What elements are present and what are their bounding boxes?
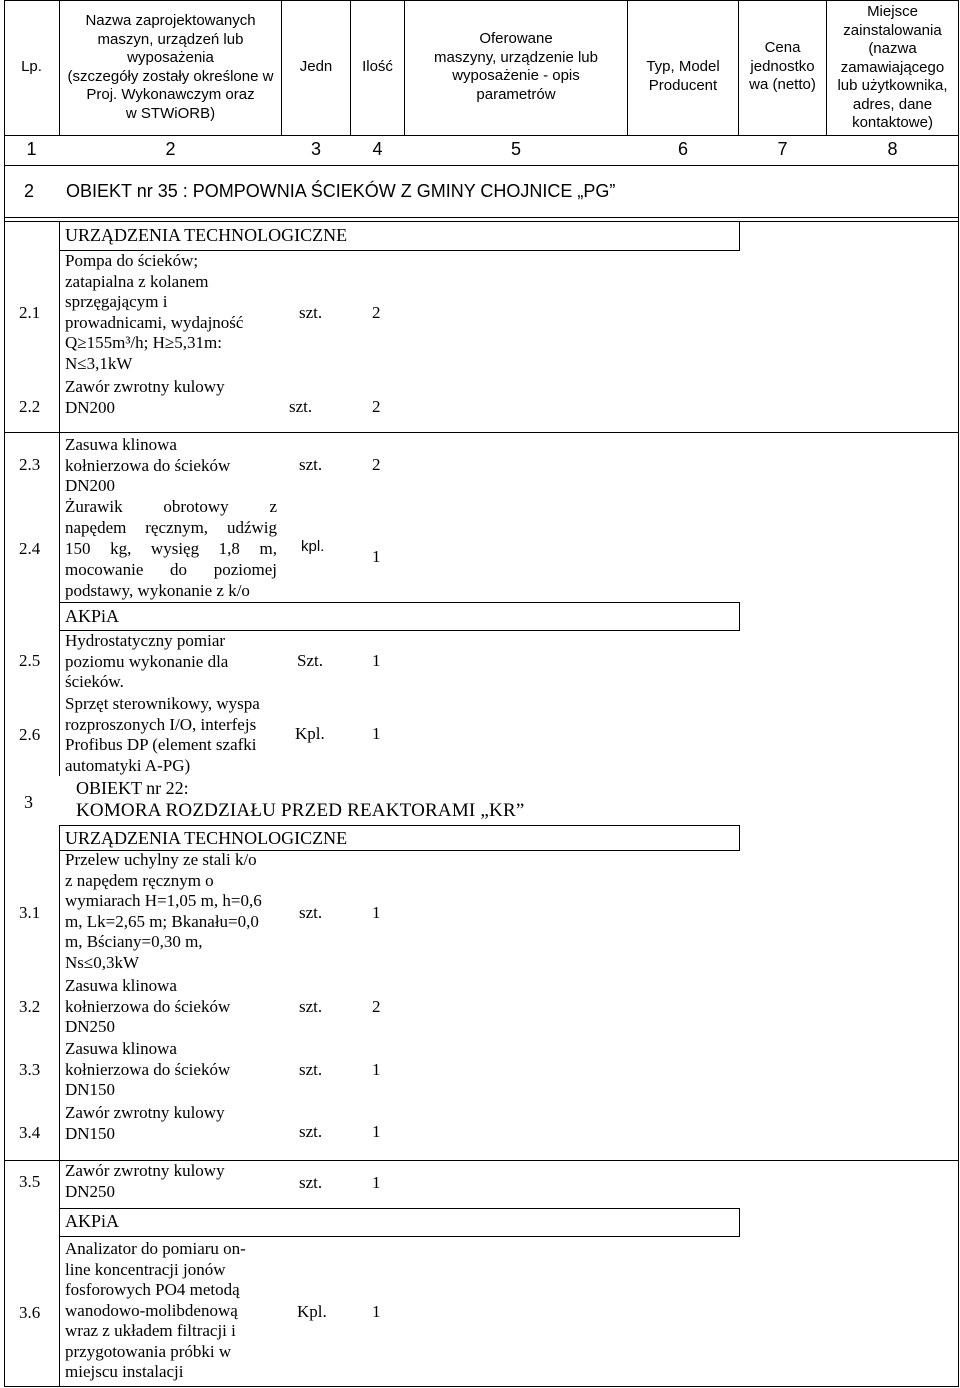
header-miejsce: Miejsce zainstalowania (nazwa zamawiającego lub użytkownika, adres, dane kontaktowe) bbox=[837, 3, 948, 131]
section-title: OBIEKT nr 35 : POMPOWNIA ŚCIEKÓW Z GMINY CHOJNICE „PG” bbox=[66, 181, 616, 201]
item-qty: 1 bbox=[372, 651, 381, 670]
rule bbox=[739, 1208, 740, 1237]
rule bbox=[4, 0, 959, 1]
rule bbox=[4, 0, 5, 1387]
item-name: Przelew uchylny ze stali k/o z napędem ręcznym o wymiarach H=1,05 m, h=0,6 m, Lk=2,65 m; Bkanału=0,0 m, Bściany=0,30 m, Ns≤0,3kW bbox=[65, 850, 262, 972]
item-qty: 2 bbox=[372, 997, 381, 1016]
item-unit: Kpl. bbox=[297, 1302, 327, 1321]
header-typ: Typ, Model Producent bbox=[646, 58, 720, 94]
subheading-technological: URZĄDZENIA TECHNOLOGICZNE bbox=[65, 225, 348, 245]
column-number: 5 bbox=[510, 139, 521, 159]
item-qty: 2 bbox=[372, 303, 381, 322]
rule bbox=[60, 1236, 739, 1237]
item-lp: 2.2 bbox=[19, 397, 41, 416]
item-name: Pompa do ścieków; zatapialna z kolanem sprzęgającym i prowadnicami, wydajność Q≥155m³/h; H≥5,31m: N≤3,1kW bbox=[65, 251, 244, 373]
rule bbox=[4, 217, 959, 218]
column-number: 2 bbox=[165, 139, 176, 159]
item-lp: 3.1 bbox=[19, 903, 41, 922]
item-lp: 3.5 bbox=[19, 1172, 41, 1191]
subheading-technological: URZĄDZENIA TECHNOLOGICZNE bbox=[65, 828, 348, 848]
rule bbox=[59, 825, 60, 1387]
item-lp: 2.1 bbox=[19, 303, 41, 322]
item-name-line: mocowanie do poziomej bbox=[65, 560, 277, 579]
rule bbox=[958, 0, 959, 1387]
item-unit: szt. bbox=[299, 903, 323, 922]
item-qty: 1 bbox=[372, 1060, 381, 1079]
item-lp: 3.6 bbox=[19, 1303, 41, 1322]
item-unit: szt. bbox=[299, 1122, 323, 1141]
item-lp: 3.3 bbox=[19, 1060, 41, 1079]
rule bbox=[739, 221, 740, 251]
subheading-akpia: AKPiA bbox=[65, 1211, 120, 1231]
rule bbox=[59, 221, 60, 776]
rule bbox=[60, 825, 739, 826]
column-number: 7 bbox=[777, 139, 788, 159]
item-qty: 1 bbox=[372, 1173, 381, 1192]
item-name: Hydrostatyczny pomiar poziomu wykonanie dla ścieków. bbox=[65, 631, 229, 691]
column-number: 3 bbox=[310, 139, 321, 159]
item-name-line: napędem ręcznym, udźwig bbox=[65, 518, 277, 537]
rule bbox=[739, 602, 740, 631]
item-qty: 1 bbox=[372, 547, 381, 566]
item-name-line: podstawy, wykonanie z k/o bbox=[65, 581, 250, 600]
rule bbox=[4, 432, 959, 433]
header-ilosc: Ilość bbox=[362, 58, 393, 75]
item-name: Zawór zwrotny kulowy DN250 bbox=[65, 1161, 225, 1201]
column-number: 1 bbox=[26, 139, 37, 159]
item-unit: Szt. bbox=[297, 651, 323, 670]
item-lp: 2.4 bbox=[19, 539, 41, 558]
column-number: 8 bbox=[887, 139, 898, 159]
header-oferowane: Oferowane maszyny, urządzenie lub wyposażenie - opis parametrów bbox=[434, 30, 598, 103]
rule bbox=[739, 825, 740, 851]
item-name: Zasuwa klinowa kołnierzowa do ścieków DN150 bbox=[65, 1039, 231, 1099]
column-number: 6 bbox=[677, 139, 688, 159]
section-title: OBIEKT nr 22: bbox=[76, 778, 189, 798]
item-unit: szt. bbox=[299, 455, 323, 474]
item-qty: 2 bbox=[372, 455, 381, 474]
header-cena: Cena jednostko wa (netto) bbox=[749, 39, 816, 93]
rule bbox=[4, 221, 959, 222]
rule bbox=[4, 135, 959, 136]
rule bbox=[4, 1386, 959, 1387]
section-number: 3 bbox=[24, 792, 33, 812]
item-name-line: Żurawik obrotowy z bbox=[65, 497, 277, 516]
item-unit: szt. bbox=[289, 397, 313, 416]
item-name: Zawór zwrotny kulowy DN150 bbox=[65, 1103, 225, 1143]
item-qty: 1 bbox=[372, 903, 381, 922]
item-name: Zawór zwrotny kulowy DN200 bbox=[65, 377, 225, 417]
item-qty: 1 bbox=[372, 724, 381, 743]
rule bbox=[4, 165, 959, 166]
item-name: Sprzęt sterownikowy, wyspa rozproszonych I/O, interfejs Profibus DP (element szafki automatyki A-PG) bbox=[65, 694, 260, 775]
item-unit: szt. bbox=[299, 1060, 323, 1079]
item-name-line: 150 kg, wysięg 1,8 m, bbox=[65, 539, 277, 558]
item-unit: kpl. bbox=[301, 538, 325, 555]
item-unit: Kpl. bbox=[295, 724, 325, 743]
subheading-akpia: AKPiA bbox=[65, 606, 120, 626]
item-name: Zasuwa klinowa kołnierzowa do ścieków DN200 bbox=[65, 435, 231, 495]
section-number: 2 bbox=[24, 181, 35, 201]
rule bbox=[60, 602, 739, 603]
header-lp: Lp. bbox=[21, 58, 42, 75]
item-qty: 1 bbox=[372, 1122, 381, 1141]
item-name: Analizator do pomiaru on- line koncentracji jonów fosforowych PO4 metodą wanodowo-molibdenową wraz z układem filtracji i przygotowania próbki w miejscu instalacji bbox=[65, 1239, 246, 1381]
item-unit: szt. bbox=[299, 303, 323, 322]
item-name: Zasuwa klinowa kołnierzowa do ścieków DN250 bbox=[65, 976, 231, 1036]
item-qty: 1 bbox=[372, 1302, 381, 1321]
rule bbox=[60, 1208, 739, 1209]
section-title: KOMORA ROZDZIAŁU PRZED REAKTORAMI „KR” bbox=[76, 800, 525, 821]
item-lp: 2.5 bbox=[19, 651, 41, 670]
column-number: 4 bbox=[372, 139, 383, 159]
item-qty: 2 bbox=[372, 397, 381, 416]
item-lp: 2.3 bbox=[19, 455, 41, 474]
item-lp: 3.2 bbox=[19, 997, 41, 1016]
item-unit: szt. bbox=[299, 997, 323, 1016]
item-lp: 3.4 bbox=[19, 1123, 41, 1142]
header-nazwa: Nazwa zaprojektowanych maszyn, urządzeń lub wyposażenia (szczegóły zostały określone w Proj. Wykonawczym oraz w STWiORB) bbox=[67, 12, 274, 122]
item-unit: szt. bbox=[299, 1173, 323, 1192]
header-jedn: Jedn bbox=[299, 58, 333, 75]
item-lp: 2.6 bbox=[19, 725, 41, 744]
